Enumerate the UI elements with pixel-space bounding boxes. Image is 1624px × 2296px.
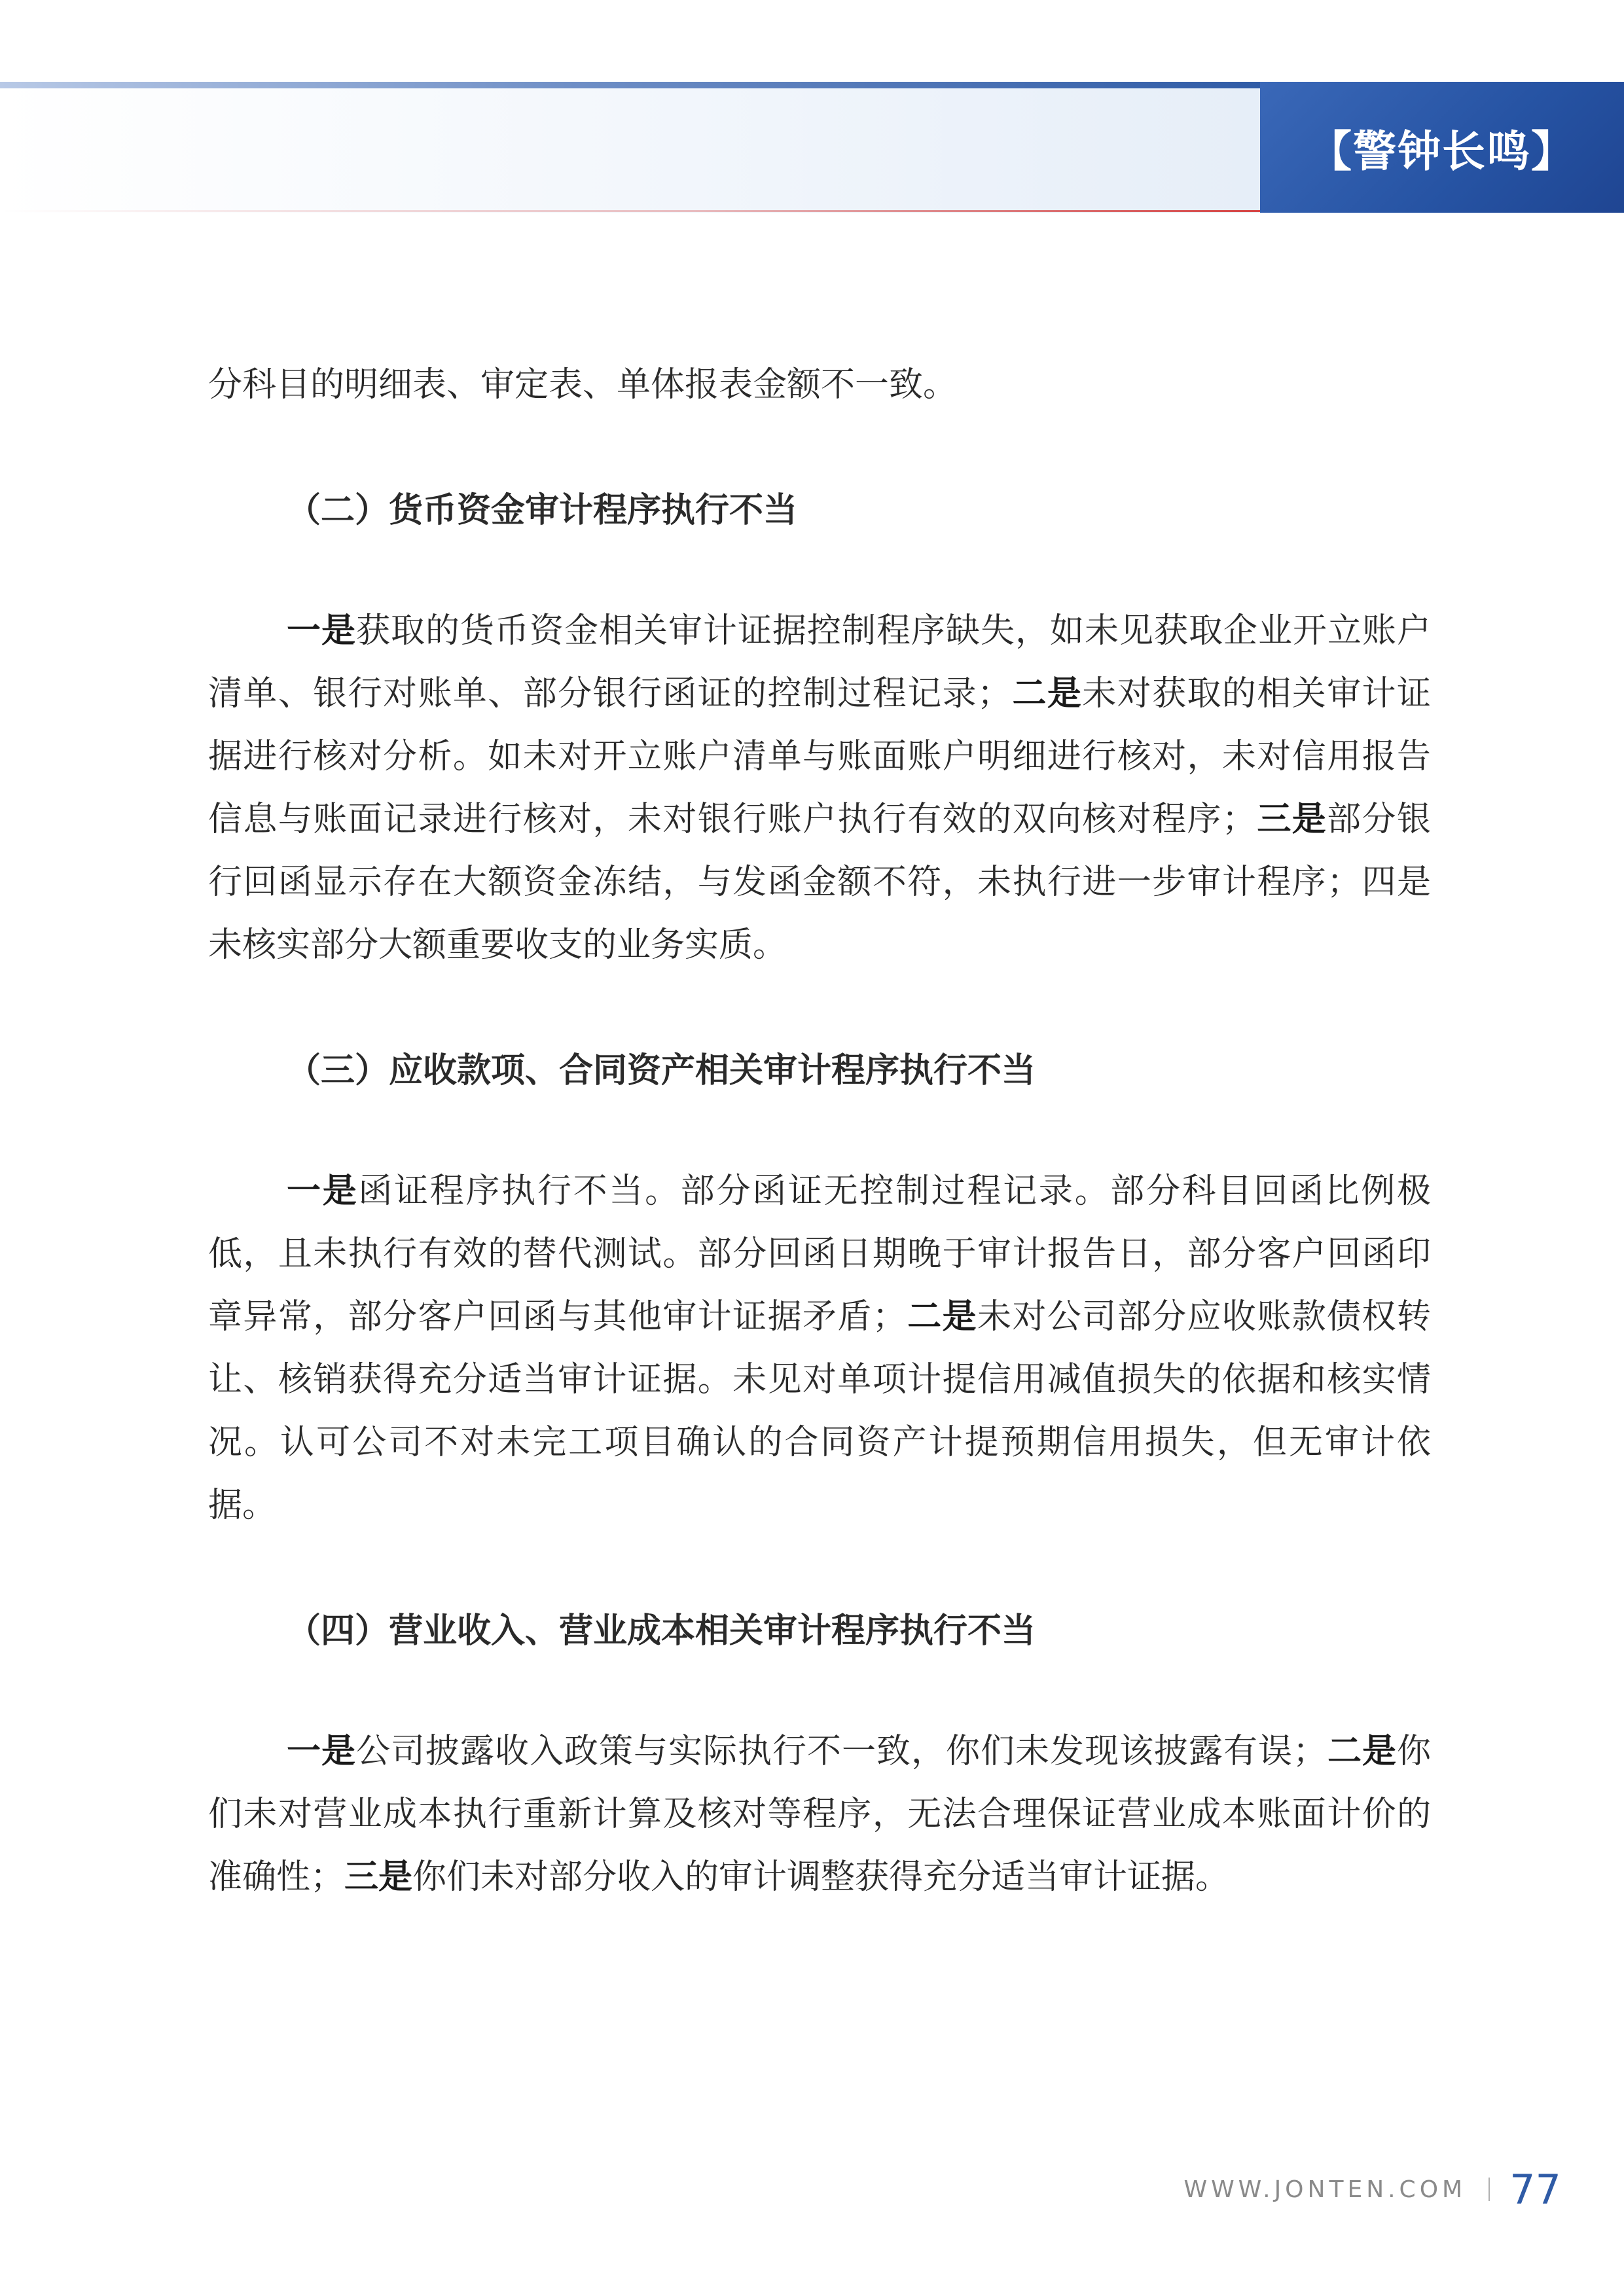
point-text: 未对公司部分应收账款债权转让、核销获得充分适当审计证据。未见对单项计提信用减值损失的依据和核实情况。认可公司不对未完工项目确认的合同资产计提预期信用损失，但无审计依据。 — [208, 1297, 1431, 1525]
footer-website: WWW.JONTEN.COM — [1183, 2176, 1467, 2203]
paragraph-receivables — [208, 1160, 1431, 1537]
header-band — [0, 88, 1260, 213]
point-label: 三是 — [1255, 800, 1327, 839]
point-text: 部分银行回函显示存在大额资金冻结，与发函金额不符，未执行进一步审计程序；四是未核实部分大额重要收支的业务实质。 — [208, 800, 1431, 965]
point-label: 三是 — [344, 1857, 413, 1897]
point-text: 公司披露收入政策与实际执行不一致，你们未发现该披露有误； — [356, 1732, 1327, 1771]
section-tab — [1260, 82, 1624, 213]
point-label: 二是 — [1326, 1732, 1397, 1771]
point-label: 二是 — [1011, 674, 1083, 713]
point-label: 二是 — [906, 1297, 978, 1336]
paragraph-continuation: 分科目的明细表、审定表、单体报表金额不一致。 — [208, 365, 958, 404]
point-text: 你们未对部分收入的审计调整获得充分适当审计证据。 — [412, 1857, 1230, 1897]
article-body — [208, 353, 1431, 1909]
footer-divider — [1489, 2178, 1490, 2201]
point-label: 一是 — [287, 611, 356, 651]
heading-revenue-cost: （四）营业收入、营业成本相关审计程序执行不当 — [287, 1611, 1036, 1651]
point-text: 未对获取的相关审计证据进行核对分析。如未对开立账户清单与账面账户明细进行核对，未对信用报告信息与账面记录进行核对，未对银行账户执行有效的双向核对程序； — [208, 674, 1431, 839]
point-label: 一是 — [287, 1172, 359, 1211]
point-label: 一是 — [287, 1732, 356, 1771]
point-text: 获取的货币资金相关审计证据控制程序缺失，如未见获取企业开立账户清单、银行对账单、部分银行函证的控制过程记录； — [208, 611, 1431, 713]
header-top-rule — [0, 82, 1260, 88]
point-text: 你们未对营业成本执行重新计算及核对等程序，无法合理保证营业成本账面计价的准确性； — [208, 1732, 1431, 1897]
page-footer — [1183, 2160, 1561, 2219]
heading-monetary-funds: （二）货币资金审计程序执行不当 — [287, 491, 798, 530]
header-red-underline — [0, 210, 1260, 212]
point-text: 函证程序执行不当。部分函证无控制过程记录。部分科目回函比例极低，且未执行有效的替代测试。部分回函日期晚于审计报告日，部分客户回函印章异常，部分客户回函与其他审计证据矛盾； — [208, 1172, 1431, 1336]
page-number: 77 — [1509, 2165, 1561, 2214]
section-tab-label: 【警钟长鸣】 — [1308, 125, 1576, 177]
paragraph-monetary-funds — [208, 600, 1431, 977]
heading-receivables: （三）应收款项、合同资产相关审计程序执行不当 — [287, 1051, 1036, 1090]
paragraph-revenue-cost — [208, 1720, 1431, 1909]
